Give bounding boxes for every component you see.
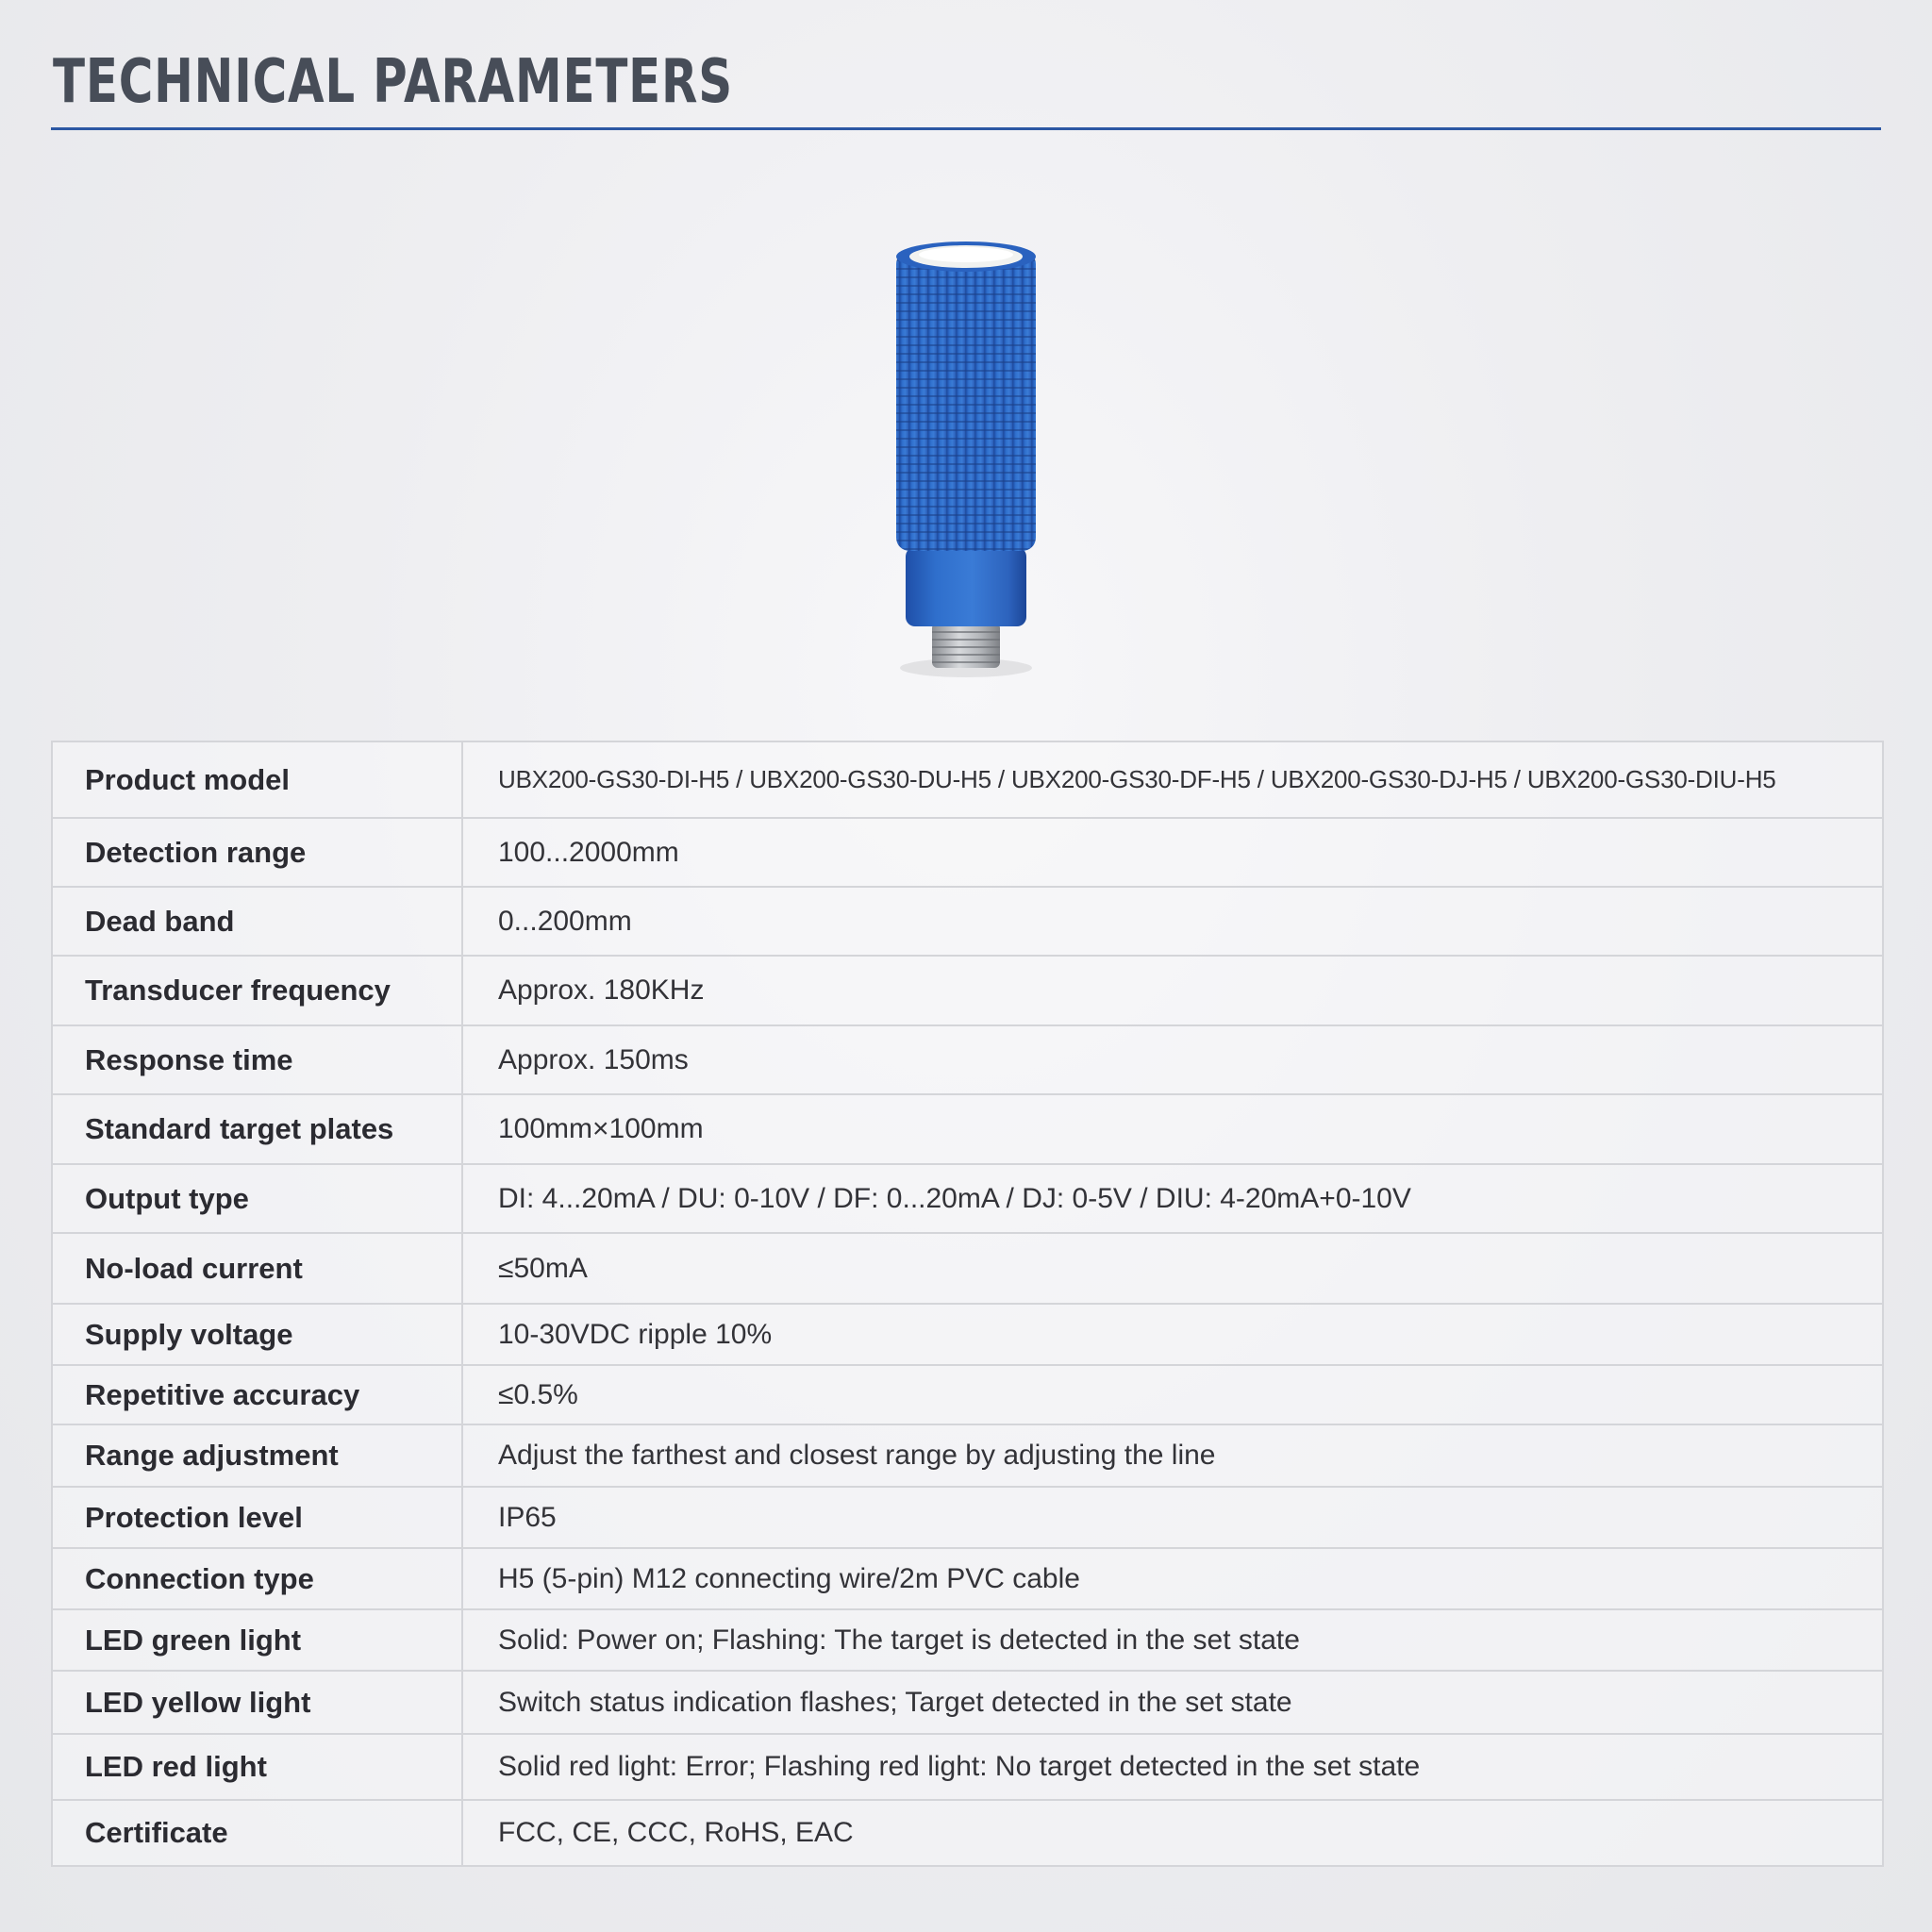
spec-label: Transducer frequency [52, 956, 462, 1025]
spec-value: FCC, CE, CCC, RoHS, EAC [462, 1800, 1883, 1866]
table-row [52, 1365, 1883, 1424]
table-row [52, 956, 1883, 1025]
spec-label: LED green light [52, 1609, 462, 1671]
spec-value: Solid: Power on; Flashing: The target is detected in the set state [462, 1609, 1883, 1671]
spec-value: Switch status indication flashes; Target detected in the set state [462, 1671, 1883, 1734]
spec-label: Response time [52, 1025, 462, 1094]
spec-value: Approx. 180KHz [462, 956, 1883, 1025]
spec-label: Product model [52, 741, 462, 818]
table-row [52, 1424, 1883, 1487]
table-row [52, 1800, 1883, 1866]
spec-label: Detection range [52, 818, 462, 887]
spec-value: IP65 [462, 1487, 1883, 1548]
spec-value: 100mm×100mm [462, 1094, 1883, 1164]
spec-label: Output type [52, 1164, 462, 1233]
spec-value: UBX200-GS30-DI-H5 / UBX200-GS30-DU-H5 / UBX200-GS30-DF-H5 / UBX200-GS30-DJ-H5 / UBX200-GS30-DIU-H5 [462, 741, 1883, 818]
table-row [52, 1548, 1883, 1609]
table-row [52, 1304, 1883, 1365]
spec-label: Connection type [52, 1548, 462, 1609]
table-row [52, 1233, 1883, 1304]
table-row [52, 741, 1883, 818]
table-row [52, 1734, 1883, 1800]
spec-value: Approx. 150ms [462, 1025, 1883, 1094]
spec-value: 100...2000mm [462, 818, 1883, 887]
spec-value: 10-30VDC ripple 10% [462, 1304, 1883, 1365]
spec-table [51, 741, 1884, 1867]
table-row [52, 1164, 1883, 1233]
spec-label: Repetitive accuracy [52, 1365, 462, 1424]
spec-value: 0...200mm [462, 887, 1883, 956]
spec-label: LED red light [52, 1734, 462, 1800]
table-row [52, 1487, 1883, 1548]
table-row [52, 887, 1883, 956]
spec-value: H5 (5-pin) M12 connecting wire/2m PVC cable [462, 1548, 1883, 1609]
spec-label: No-load current [52, 1233, 462, 1304]
spec-label: LED yellow light [52, 1671, 462, 1734]
page-title: TECHNICAL PARAMETERS [53, 47, 734, 117]
spec-value: ≤50mA [462, 1233, 1883, 1304]
spec-value: ≤0.5% [462, 1365, 1883, 1424]
table-row [52, 818, 1883, 887]
table-row [52, 1671, 1883, 1734]
spec-label: Supply voltage [52, 1304, 462, 1365]
spec-value: Adjust the farthest and closest range by adjusting the line [462, 1424, 1883, 1487]
spec-label: Dead band [52, 887, 462, 956]
table-row [52, 1094, 1883, 1164]
spec-label: Standard target plates [52, 1094, 462, 1164]
spec-value: DI: 4...20mA / DU: 0-10V / DF: 0...20mA / DJ: 0-5V / DIU: 4-20mA+0-10V [462, 1164, 1883, 1233]
spec-value: Solid red light: Error; Flashing red light: No target detected in the set state [462, 1734, 1883, 1800]
spec-label: Range adjustment [52, 1424, 462, 1487]
table-row [52, 1609, 1883, 1671]
ultrasonic-sensor-icon [872, 236, 1060, 689]
table-row [52, 1025, 1883, 1094]
title-divider [51, 127, 1881, 130]
spec-label: Certificate [52, 1800, 462, 1866]
spec-label: Protection level [52, 1487, 462, 1548]
